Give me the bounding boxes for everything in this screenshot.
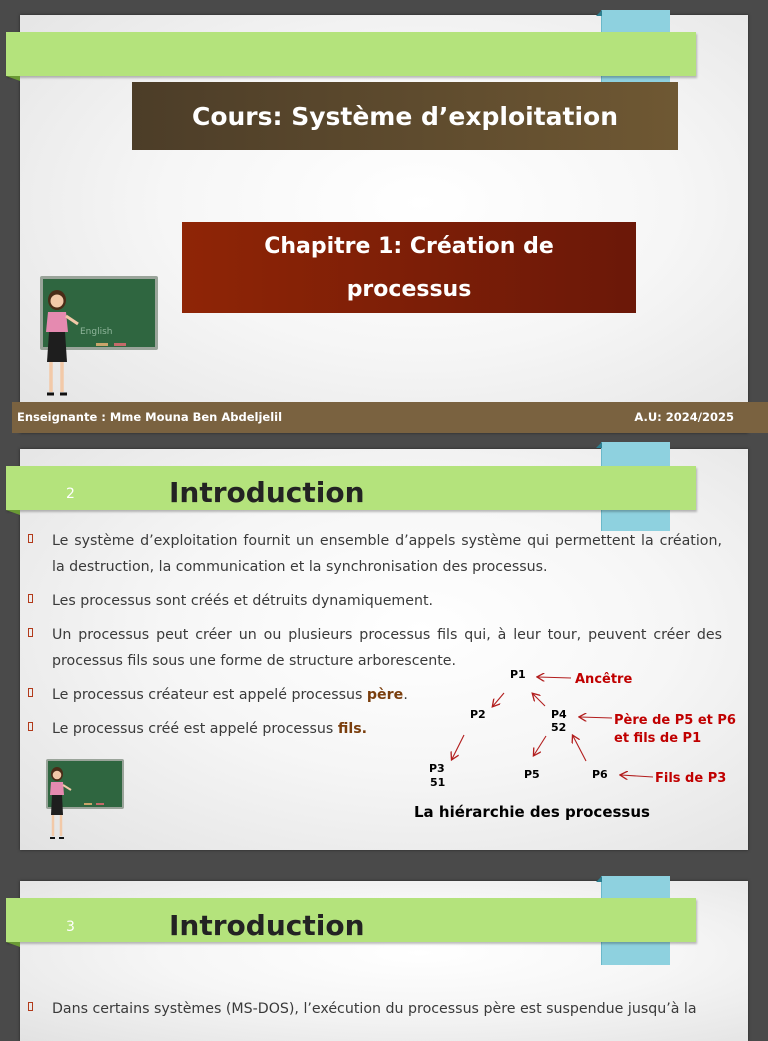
teacher-name: Enseignante : Mme Mouna Ben Abdeljelil [17, 410, 283, 424]
slide-title: Introduction [169, 909, 365, 942]
highlight-pere: père [366, 687, 404, 703]
annotation-p4-line1: Père de P5 et P6 [614, 713, 736, 728]
list-item: Dans certains systèmes (MS-DOS), l’exécution du processus père est suspendue jusqu’à la [24, 996, 722, 1022]
chapter-title [182, 222, 636, 313]
chapter-title-line2: processus [346, 277, 472, 302]
edge-p1-p2 [493, 693, 504, 706]
node-p3-id: 51 [430, 776, 446, 789]
edge-p6-p4 [573, 736, 586, 761]
edge-p2-p3 [452, 735, 464, 759]
process-hierarchy-diagram [400, 660, 760, 830]
annotation-ancestor: Ancêtre [575, 672, 633, 687]
bullet-icon [28, 1002, 33, 1011]
slide-title: Introduction [169, 476, 365, 509]
list-item: Un processus peut créer un ou plusieurs processus fils qui, à leur tour, peuvent créer des processus fils sous une forme de structure arborescente. [24, 622, 722, 674]
bullet-icon [28, 628, 33, 637]
list-item: Le processus créé est appelé processus fils. [24, 716, 422, 742]
bullet-icon [28, 688, 33, 697]
list-item: Les processus sont créés et détruits dynamiquement. [24, 588, 722, 614]
svg-text:English: English [80, 327, 113, 337]
highlight-fils: fils. [337, 721, 368, 737]
annotation-p6: Fils de P3 [655, 771, 727, 786]
list-item: Le processus créateur est appelé processus père. [24, 682, 422, 708]
node-p4-id: 52 [551, 721, 567, 734]
slide-number: 2 [66, 486, 75, 502]
list-item: Le système d’exploitation fournit un ensemble d’appels système qui permettent la création, la destruction, la communication et la synchronisation des processus. [24, 528, 722, 580]
course-title [132, 82, 678, 150]
node-p1: P1 [510, 668, 526, 681]
header-green-bar [6, 32, 696, 76]
edge-p4-p5 [534, 736, 546, 755]
bullet-icon [28, 722, 33, 731]
chapter-title-line1: Chapitre 1: Création de [264, 234, 554, 259]
edge-p4-p1 [533, 694, 545, 706]
arrow-p6-annotation [621, 775, 653, 777]
slide-number: 3 [66, 919, 75, 935]
node-p3: P3 [429, 762, 445, 775]
diagram-caption: La hiérarchie des processus [414, 803, 650, 821]
node-p6: P6 [592, 768, 608, 781]
node-p5: P5 [524, 768, 540, 781]
node-p4: P4 [551, 708, 567, 721]
bullet-icon [28, 594, 33, 603]
course-title-text: Cours: Système d’exploitation [191, 101, 619, 131]
academic-year: A.U: 2024/2025 [634, 410, 734, 424]
arrow-ancestor [538, 677, 571, 678]
bullet-icon [28, 534, 33, 543]
slide-footer [12, 402, 768, 433]
teacher-board-illustration [36, 274, 162, 402]
bullet-list [24, 996, 722, 1030]
arrow-p4-annotation [580, 717, 612, 718]
annotation-p4-line2: et fils de P1 [614, 731, 702, 746]
teacher-board-illustration [44, 757, 126, 843]
node-p2: P2 [470, 708, 486, 721]
